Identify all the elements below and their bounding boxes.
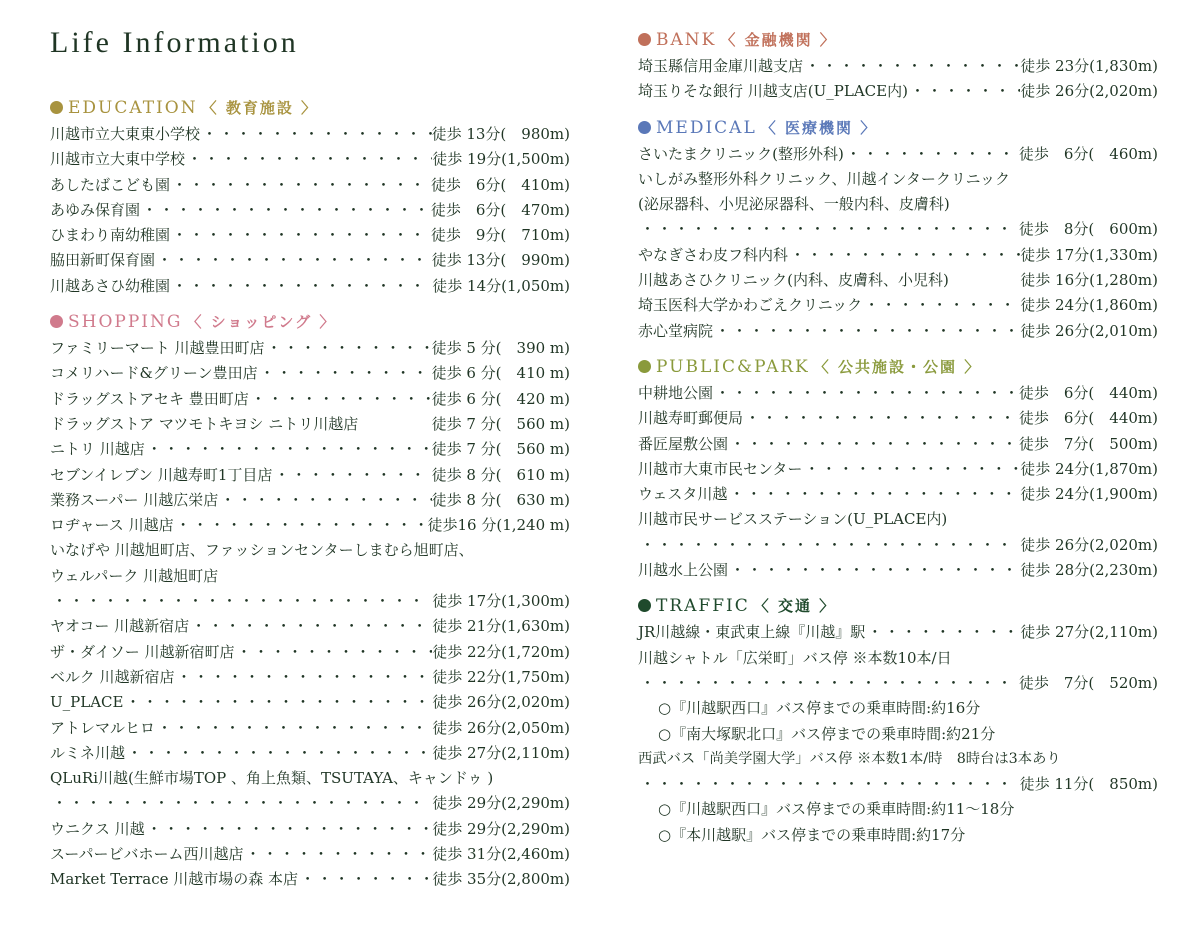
facility-name: いなげや 川越旭町店、ファッションセンターしまむら旭町店、 <box>50 541 474 560</box>
facility-name: 川越あさひクリニック(内科、皮膚科、小児科) <box>638 271 949 290</box>
list-item <box>50 766 570 791</box>
dot-leader <box>125 741 432 766</box>
list-item <box>638 54 1158 79</box>
section-heading <box>50 96 570 121</box>
walk-time: 徒歩 7分( 520m) <box>1018 673 1158 692</box>
walk-time: 徒歩 6分( 440m) <box>1018 409 1158 428</box>
facility-name: 川越水上公園 <box>638 561 729 580</box>
facility-name: ベルク 川越新宿店 <box>50 667 175 686</box>
walk-time: 徒歩 27分(2,110m) <box>432 743 570 762</box>
dot-leader <box>264 336 431 361</box>
section-heading <box>638 594 1158 619</box>
facility-name: 埼玉りそな銀行 川越支店(U_PLACE内) <box>638 82 908 101</box>
list-item <box>638 319 1158 344</box>
dot-leader <box>170 274 432 299</box>
dot-leader <box>189 614 432 639</box>
page-title: Life Information <box>50 26 299 59</box>
facility-name: あゆみ保育園 <box>50 200 141 219</box>
list-item <box>638 192 1158 217</box>
facility-name: ウェスタ川越 <box>638 485 728 504</box>
dot-leader <box>244 842 433 867</box>
list-item <box>50 488 570 513</box>
walk-time: 徒歩 6分( 460m) <box>1018 144 1158 163</box>
list-item <box>50 198 570 223</box>
walk-time: 徒歩 26分(2,020m) <box>1020 82 1158 101</box>
dot-leader <box>155 248 432 273</box>
walk-time: 徒歩 26分(2,020m) <box>1020 535 1158 554</box>
dot-leader <box>145 437 432 462</box>
facility-name: 川越市民サービスステーション(U_PLACE内) <box>638 510 948 529</box>
list-item <box>50 716 570 741</box>
list-item <box>50 690 570 715</box>
facility-name: U_PLACE <box>50 693 124 712</box>
section-subtitle: 〈 ショッピング 〉 <box>186 313 337 332</box>
facility-name: スーパービバホーム西川越店 <box>50 845 244 864</box>
dot-leader <box>727 482 1020 507</box>
list-item <box>638 79 1158 104</box>
section-title: PUBLIC&PARK <box>656 356 810 377</box>
facility-name: Market Terrace 川越市場の森 本店 <box>50 870 299 889</box>
bullet-dot-icon <box>638 33 651 46</box>
facility-name: 川越あさひ幼稚園 <box>50 276 171 295</box>
walk-time: 徒歩 6 分( 420 m) <box>431 389 570 408</box>
facility-name: セブンイレブン 川越寿町1丁目店 <box>50 465 273 484</box>
section-public <box>638 355 1158 583</box>
facility-name: ○『本川越駅』バス停までの乗車時間:約17分 <box>658 825 966 844</box>
list-item <box>50 614 570 639</box>
walk-time: 徒歩 24分(1,870m) <box>1020 459 1158 478</box>
dot-leader <box>802 457 1020 482</box>
section-traffic <box>638 594 1158 848</box>
list-item <box>638 620 1158 645</box>
list-item <box>50 867 570 892</box>
list-item <box>50 122 570 147</box>
walk-time: 徒歩 31分(2,460m) <box>432 845 570 864</box>
facility-name: (泌尿器科、小児泌尿器科、一般内科、皮膚科) <box>638 195 950 214</box>
list-item <box>638 747 1158 772</box>
list-item <box>638 293 1158 318</box>
dot-leader <box>50 791 432 816</box>
list-item <box>638 243 1158 268</box>
facility-name: ファミリーマート 川越豊田町店 <box>50 339 265 358</box>
walk-time: 徒歩 29分(2,290m) <box>432 794 570 813</box>
list-item <box>50 412 570 437</box>
facility-name: ウニクス 川越 <box>50 819 145 838</box>
dot-leader <box>862 293 1020 318</box>
section-heading <box>638 355 1158 380</box>
facility-name: ザ・ダイソー 川越新宿町店 <box>50 642 235 661</box>
facility-name: ひまわり南幼稚園 <box>50 226 171 245</box>
list-item <box>638 482 1158 507</box>
walk-time: 徒歩 27分(2,110m) <box>1020 623 1158 642</box>
walk-time: 徒歩 16分(1,280m) <box>1020 271 1158 290</box>
walk-time: 徒歩 9分( 710m) <box>430 226 570 245</box>
list-item <box>638 432 1158 457</box>
facility-name: ニトリ 川越店 <box>50 440 145 459</box>
dot-leader <box>185 147 432 172</box>
dot-leader <box>908 79 1020 104</box>
walk-time: 徒歩 22分(1,750m) <box>432 667 570 686</box>
list-item <box>50 463 570 488</box>
section-subtitle: 〈 公共施設・公園 〉 <box>813 357 982 376</box>
facility-name: 埼玉縣信用金庫川越支店 <box>638 57 804 75</box>
bullet-dot-icon <box>50 315 63 328</box>
walk-time: 徒歩 8 分( 630 m) <box>431 490 570 509</box>
right-column <box>638 28 1158 859</box>
walk-time: 徒歩 24分(1,860m) <box>1020 296 1158 315</box>
list-item <box>50 791 570 816</box>
dot-leader <box>234 640 432 665</box>
dot-leader <box>174 513 428 538</box>
walk-time: 徒歩 7 分( 560 m) <box>431 440 570 459</box>
facility-name: 川越寿町郵便局 <box>638 409 744 428</box>
list-item <box>50 223 570 248</box>
list-item <box>50 564 570 589</box>
facility-name: いしがみ整形外科クリニック、川越インタークリニック <box>638 169 1011 188</box>
facility-name: ○『川越駅西口』バス停までの乗車時間:約16分 <box>658 699 981 718</box>
list-item <box>638 217 1158 242</box>
dot-leader <box>713 319 1020 344</box>
facility-name: ヤオコー 川越新宿店 <box>50 617 190 636</box>
walk-time: 徒歩 29分(2,290m) <box>432 819 570 838</box>
facility-name: コメリハード&グリーン豊田店 <box>50 364 258 383</box>
walk-time: 徒歩 17分(1,330m) <box>1020 245 1158 264</box>
bullet-dot-icon <box>638 360 651 373</box>
dot-leader <box>155 716 432 741</box>
walk-time: 徒歩 17分(1,300m) <box>432 592 570 611</box>
dot-leader <box>200 122 432 147</box>
walk-time: 徒歩 19分(1,500m) <box>432 150 570 169</box>
walk-time: 徒歩 13分( 980m) <box>431 125 570 143</box>
facility-name: ウェルパーク 川越旭町店 <box>50 566 219 585</box>
facility-name: ○『川越駅西口』バス停までの乗車時間:約11～18分 <box>658 800 1015 819</box>
facility-name: 中耕地公園 <box>638 383 714 402</box>
dot-leader <box>743 406 1019 431</box>
section-heading <box>50 310 570 335</box>
walk-time: 徒歩 13分( 990m) <box>431 251 570 270</box>
dot-leader <box>272 463 431 488</box>
facility-name: 番匠屋敷公園 <box>638 434 729 453</box>
walk-time: 徒歩 23分(1,830m) <box>1020 57 1158 75</box>
walk-time: 徒歩 8分( 600m) <box>1018 220 1158 239</box>
list-item <box>50 665 570 690</box>
dot-leader <box>788 243 1020 268</box>
dot-leader <box>174 665 432 690</box>
dot-leader <box>638 772 1020 797</box>
bullet-dot-icon <box>50 101 63 114</box>
walk-time: 徒歩 26分(2,050m) <box>432 718 570 737</box>
section-subtitle: 〈 医療機関 〉 <box>760 118 878 137</box>
dot-leader <box>249 387 432 412</box>
list-item <box>50 274 570 299</box>
dot-leader <box>140 198 431 223</box>
list-item <box>50 437 570 462</box>
bullet-dot-icon <box>638 599 651 612</box>
walk-time: 徒歩 21分(1,630m) <box>432 617 570 636</box>
list-item <box>638 142 1158 167</box>
section-title: TRAFFIC <box>656 596 750 617</box>
walk-time: 徒歩 7 分( 560 m) <box>431 414 570 433</box>
list-item <box>638 722 1158 747</box>
list-item <box>50 817 570 842</box>
dot-leader <box>844 142 1019 167</box>
walk-time: 徒歩 6分( 410m) <box>430 175 570 194</box>
walk-time: 徒歩16 分(1,240 m) <box>427 516 570 535</box>
list-item <box>50 336 570 361</box>
walk-time: 徒歩 7分( 500m) <box>1018 434 1158 453</box>
walk-time: 徒歩 26分(2,020m) <box>432 693 570 712</box>
list-item <box>50 361 570 386</box>
facility-name: 川越市大東市民センター <box>638 459 803 478</box>
walk-time: 徒歩 14分(1,050m) <box>432 276 570 295</box>
facility-name: ルミネ川越 <box>50 743 126 762</box>
list-item <box>638 823 1158 848</box>
walk-time: 徒歩 6分( 470m) <box>430 200 570 219</box>
facility-name: やなぎさわ皮フ科内科 <box>638 245 789 264</box>
dot-leader <box>145 817 433 842</box>
list-item <box>638 696 1158 721</box>
dot-leader <box>218 488 431 513</box>
dot-leader <box>170 223 431 248</box>
dot-leader <box>638 217 1019 242</box>
facility-name: 川越シャトル「広栄町」バス停 ※本数10本/日 <box>638 648 952 667</box>
dot-leader <box>713 381 1019 406</box>
section-shopping <box>50 310 570 893</box>
list-item <box>638 457 1158 482</box>
list-item <box>638 406 1158 431</box>
list-item <box>638 772 1158 797</box>
dot-leader <box>865 620 1020 645</box>
facility-name: 川越市立大東東小学校 <box>50 125 201 143</box>
list-item <box>50 741 570 766</box>
list-item <box>50 538 570 563</box>
facility-name: ○『南大塚駅北口』バス停までの乗車時間:約21分 <box>658 724 996 743</box>
dot-leader <box>728 558 1020 583</box>
section-subtitle: 〈 金融機関 〉 <box>720 31 837 49</box>
section-heading <box>638 116 1158 141</box>
facility-name: 業務スーパー 川越広栄店 <box>50 490 219 509</box>
dot-leader <box>638 671 1019 696</box>
list-item <box>638 671 1158 696</box>
walk-time: 徒歩 35分(2,800m) <box>432 870 570 889</box>
dot-leader <box>728 432 1019 457</box>
walk-time: 徒歩 6 分( 410 m) <box>431 364 570 383</box>
facility-name: あしたばこども園 <box>50 175 171 194</box>
walk-time: 徒歩 26分(2,010m) <box>1020 321 1158 340</box>
dot-leader <box>123 690 432 715</box>
list-item <box>50 147 570 172</box>
section-subtitle: 〈 交通 〉 <box>753 597 837 616</box>
facility-name: さいたまクリニック(整形外科) <box>638 144 844 163</box>
section-title: MEDICAL <box>656 117 757 138</box>
list-item <box>638 167 1158 192</box>
dot-leader <box>170 173 431 198</box>
facility-name: 脇田新町保育園 <box>50 251 156 270</box>
list-item <box>50 589 570 614</box>
list-item <box>50 173 570 198</box>
walk-time: 徒歩 11分( 850m) <box>1019 775 1158 794</box>
walk-time: 徒歩 22分(1,720m) <box>432 642 570 661</box>
section-education <box>50 96 570 299</box>
facility-name: アトレマルヒロ <box>50 718 156 737</box>
bullet-dot-icon <box>638 121 651 134</box>
list-item <box>638 533 1158 558</box>
walk-time: 徒歩 24分(1,900m) <box>1020 485 1158 504</box>
list-item <box>50 842 570 867</box>
list-item <box>638 268 1158 293</box>
walk-time: 徒歩 8 分( 610 m) <box>431 465 570 484</box>
walk-time: 徒歩 28分(2,230m) <box>1020 561 1158 580</box>
walk-time: 徒歩 5 分( 390 m) <box>431 339 570 358</box>
section-medical <box>638 116 1158 344</box>
list-item <box>638 507 1158 532</box>
section-title: BANK <box>656 30 717 50</box>
dot-leader <box>638 533 1020 558</box>
list-item <box>50 513 570 538</box>
facility-name: 西武バス「尚美学園大学」バス停 ※本数1本/時 8時台は3本あり <box>638 750 1061 767</box>
facility-name: 赤心堂病院 <box>638 321 714 340</box>
section-subtitle: 〈 教育施設 〉 <box>201 99 319 117</box>
facility-name: JR川越線・東武東上線『川越』駅 <box>638 623 866 642</box>
section-title: EDUCATION <box>68 98 198 118</box>
dot-leader <box>803 54 1020 79</box>
list-item <box>50 387 570 412</box>
facility-name: ドラッグストアセキ 豊田町店 <box>50 389 249 408</box>
left-column <box>50 96 570 904</box>
section-bank <box>638 28 1158 105</box>
section-heading <box>638 28 1158 53</box>
list-item <box>638 646 1158 671</box>
list-item <box>638 381 1158 406</box>
facility-name: ロヂャース 川越店 <box>50 516 174 535</box>
facility-name: 埼玉医科大学かわごえクリニック <box>638 296 863 315</box>
dot-leader <box>50 589 432 614</box>
facility-name: ドラッグストア マツモトキヨシ ニトリ川越店 <box>50 414 359 433</box>
dot-leader <box>298 867 432 892</box>
section-title: SHOPPING <box>68 312 183 333</box>
list-item <box>50 248 570 273</box>
walk-time: 徒歩 6分( 440m) <box>1018 383 1158 402</box>
list-item <box>638 558 1158 583</box>
dot-leader <box>258 361 432 386</box>
facility-name: QLuRi川越(生鮮市場TOP 、角上魚類、TSUTAYA、キャンドゥ ) <box>50 769 494 788</box>
list-item <box>638 797 1158 822</box>
facility-name: 川越市立大東中学校 <box>50 150 186 169</box>
list-item <box>50 640 570 665</box>
